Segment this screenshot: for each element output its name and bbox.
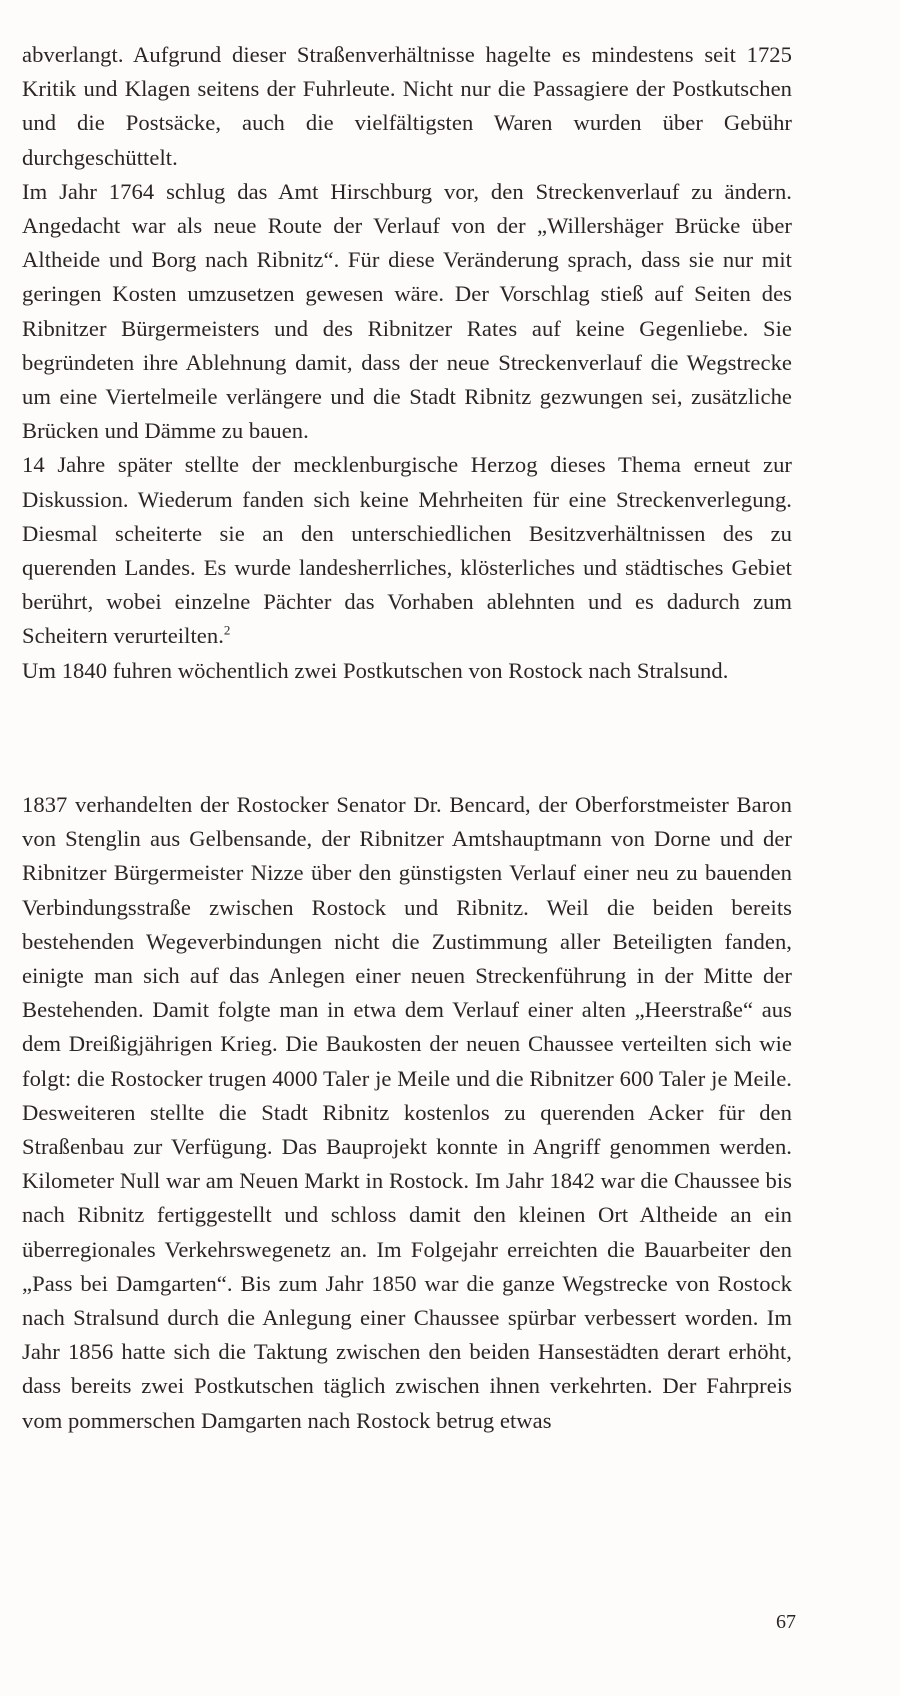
paragraph: Im Jahr 1764 schlug das Amt Hirschburg vor, den Streckenverlauf zu ändern. Angedacht war als neue Route der Verlauf von der „Willershäger Brücke über Altheide und Borg nach Ribnitz“. Für diese Veränderung sprach, dass sie nur mit geringen Kosten umzusetzen gewesen wäre. Der Vorschlag stieß auf Seiten des Ribnitzer Bürgermeisters und des Ribnitzer Rates auf keine Gegenliebe. Sie begründeten ihre Ablehnung damit, dass der neue Streckenverlauf die Wegstrecke um eine Viertelmeile verlängere und die Stadt Ribnitz gezwungen sei, zusätzliche Brücken und Dämme zu bauen. — [22, 178, 792, 444]
paragraph: 1837 verhandelten der Rostocker Senator Dr. Bencard, der Oberforstmeister Baron von Stenglin aus Gelbensande, der Ribnitzer Amtshauptmann von Dorne und der Ribnitzer Bürgermeister Nizze über den günstigsten Verlauf einer neu zu bauenden Verbindungsstraße zwischen Rostock und Ribnitz. Weil die beiden bereits bestehenden Wegeverbindungen nicht die Zustimmung aller Beteiligten fanden, einigte man sich auf das Anlegen einer neuen Streckenführung in der Mitte der Bestehenden. Damit folgte man in etwa dem Verlauf einer alten „Heerstraße“ aus dem Dreißigjährigen Krieg. Die Baukosten der neuen Chaussee verteilten sich wie folgt: die Rostocker trugen 4000 Taler je Meile und die Ribnitzer 600 Taler je Meile. Desweiteren stellte die Stadt Ribnitz kostenlos zu querenden Acker für den Straßenbau zur Verfügung. Das Bauprojekt konnte in Angriff genommen werden. Kilometer Null war am Neuen Markt in Rostock. Im Jahr 1842 war die Chaussee bis nach Ribnitz fertiggestellt und schloss damit den kleinen Ort Altheide an ein überregionales Verkehrswegenetz an. Im Folgejahr erreichten die Bauarbeiter den „Pass bei Damgarten“. Bis zum Jahr 1850 war die ganze Wegstrecke von Rostock nach Stralsund durch die Anlegung einer Chaussee spürbar verbessert worden. Im Jahr 1856 hatte sich die Taktung zwischen den beiden Hansestädten derart erhöht, dass bereits zwei Postkutschen täglich zwischen ihnen verkehrten. Der Fahrpreis vom pommerschen Damgarten nach Rostock betrug etwas — [22, 792, 792, 1433]
text-section-1 — [22, 38, 792, 688]
text-section-2 — [22, 788, 792, 1438]
page-number: 67 — [776, 1611, 796, 1633]
paragraph: abverlangt. Aufgrund dieser Straßenverhältnisse hagelte es mindestens seit 1725 Kritik und Klagen seitens der Fuhrleute. Nicht nur die Passagiere der Postkutschen und die Postsäcke, auch die vielfältigsten Waren wurden über Gebühr durchgeschüttelt. — [22, 42, 792, 170]
paragraph-text: 14 Jahre später stellte der mecklenburgische Herzog dieses Thema erneut zur Diskussion. Wiederum fanden sich keine Mehrheiten für eine Streckenverlegung. Diesmal scheiterte sie an den unterschiedlichen Besitzverhältnissen des zu querenden Landes. Es wurde landesherrliches, klösterliches und städtisches Gebiet berührt, wobei einzelne Pächter das Vorhaben ablehnten und es dadurch zum Scheitern verurteilten. — [22, 452, 792, 649]
paragraph: Um 1840 fuhren wöchentlich zwei Postkutschen von Rostock nach Stralsund. — [22, 657, 729, 683]
paragraph — [22, 448, 792, 653]
footnote-reference: 2 — [223, 622, 231, 638]
